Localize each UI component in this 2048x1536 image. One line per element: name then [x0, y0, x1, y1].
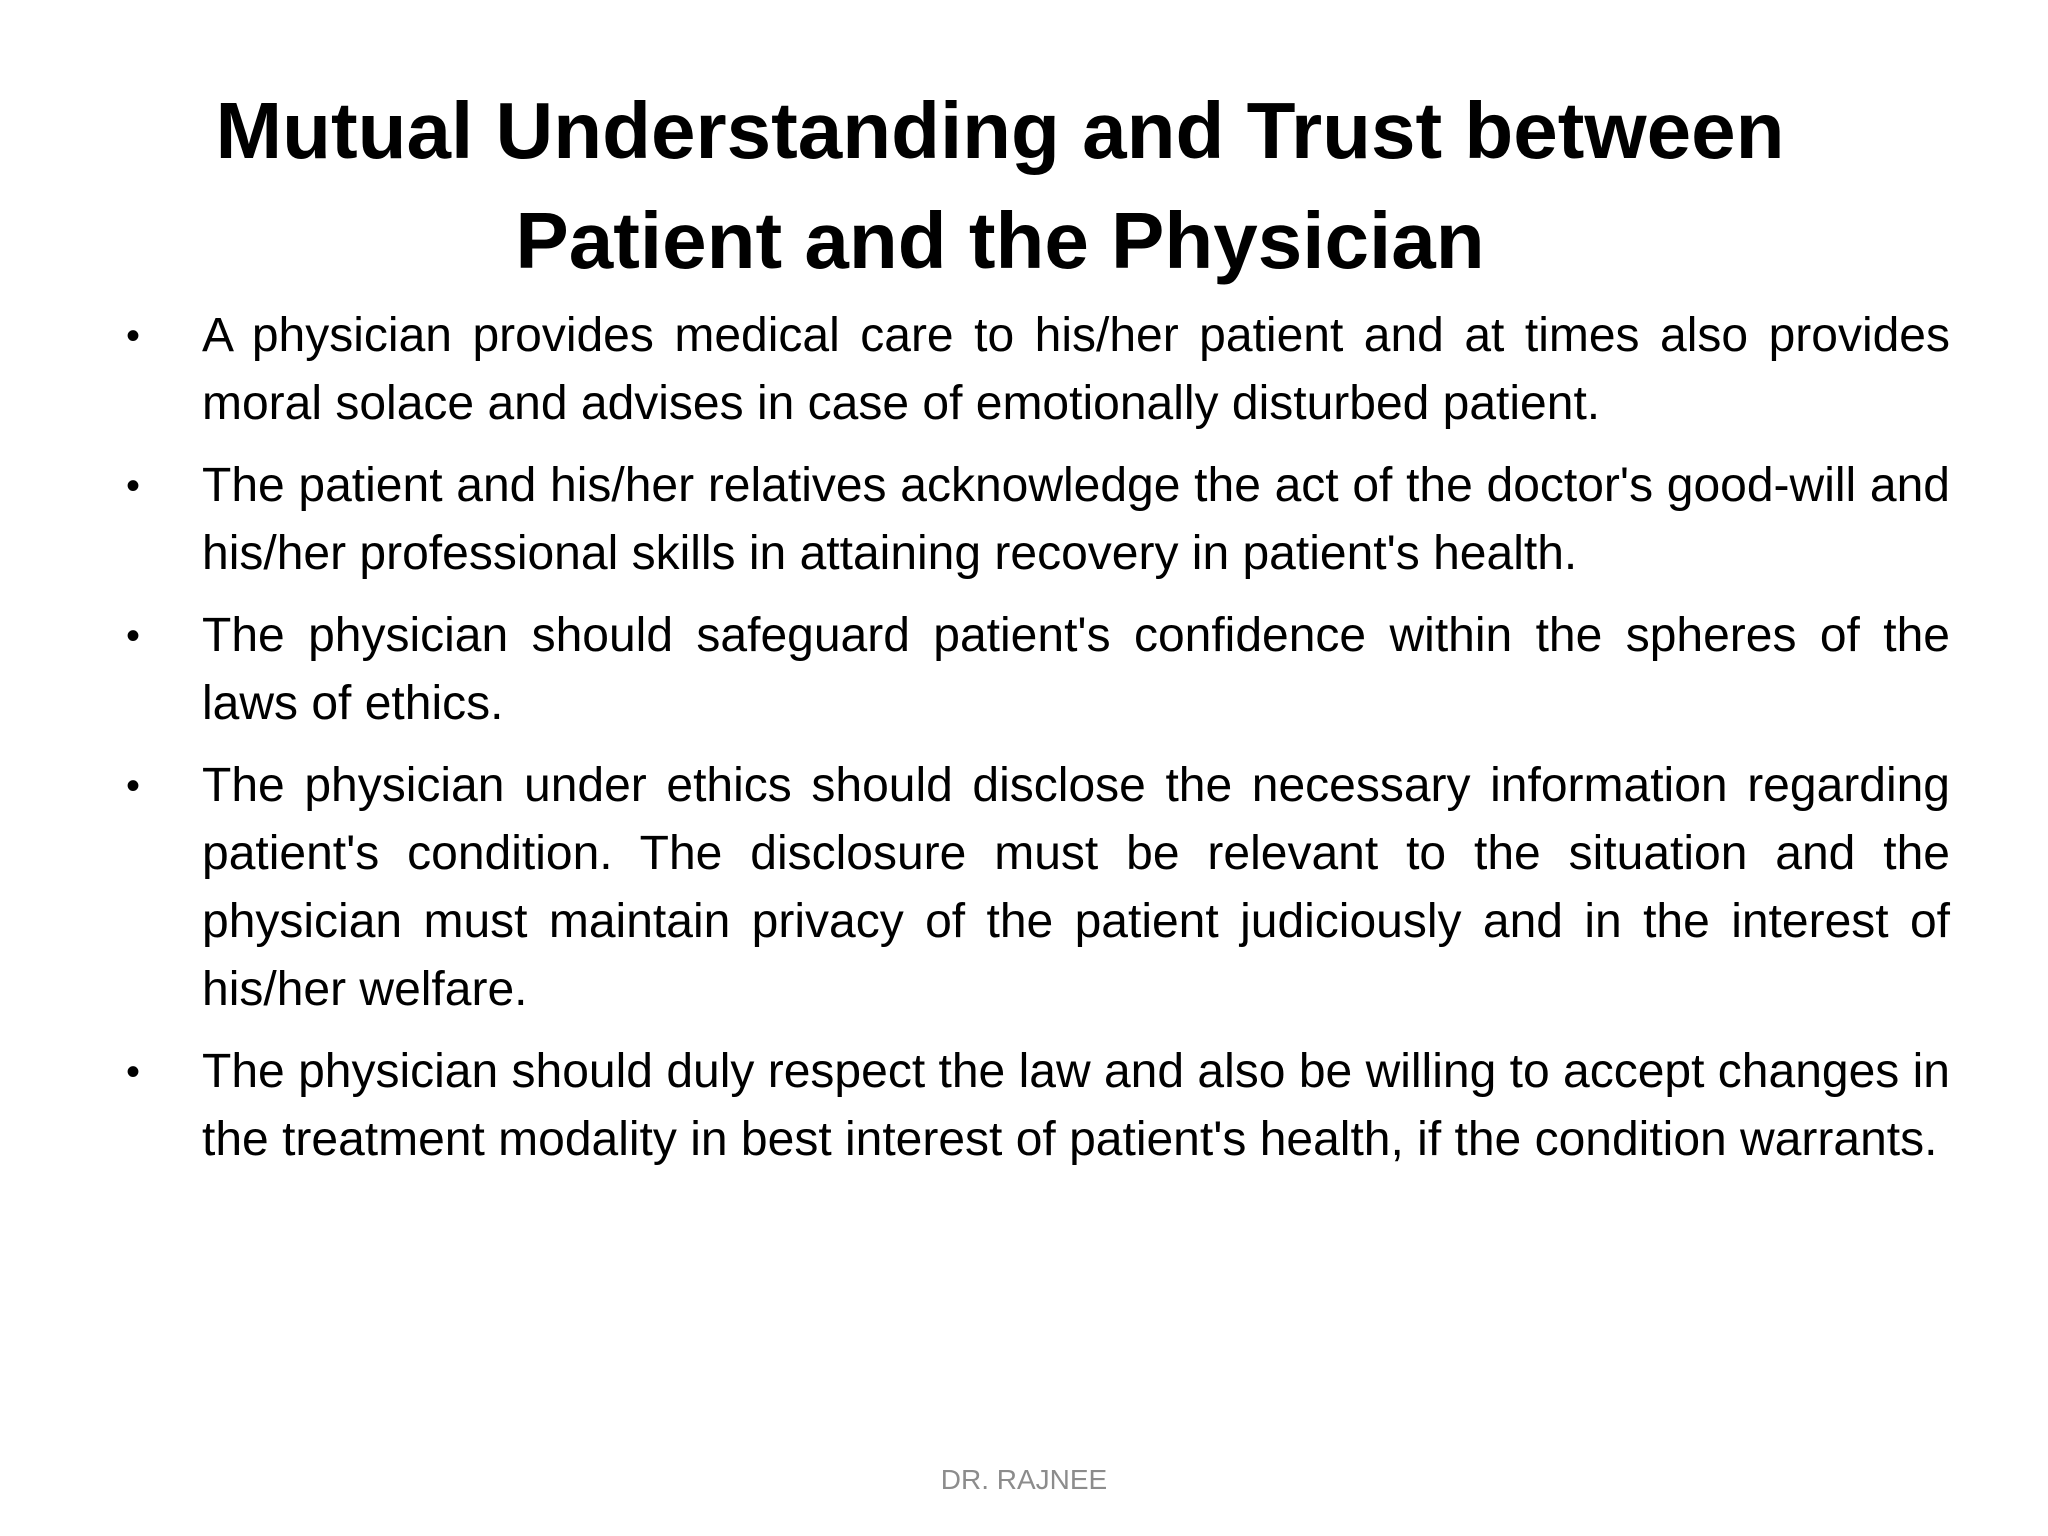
slide-title: [140, 76, 1860, 296]
bullet-text: The physician should safeguard patient's confidence within the spheres of the laws of ethics.: [202, 609, 1950, 730]
bullet-item-1: [120, 302, 1950, 438]
slide-title-line-2: Patient and the Physician: [515, 196, 1485, 285]
bullet-text: The physician under ethics should disclose the necessary information regarding patient's condition. The disclosure must be relevant to the situation and the physician must maintain privacy of the patient judiciously and in the interest of his/her welfare.: [202, 759, 1950, 1016]
bullet-item-5: [120, 1038, 1950, 1174]
bullet-dot-icon: •: [126, 1050, 141, 1094]
bullet-text: The physician should duly respect the law and also be willing to accept changes in the treatment modality in best interest of patient's health, if the condition warrants.: [202, 1045, 1950, 1166]
footer-author: DR. RAJNEE: [940, 1464, 1108, 1495]
bullet-text: The patient and his/her relatives acknowledge the act of the doctor's good-will and his/her professional skills in attaining recovery in patient's health.: [202, 459, 1950, 580]
bullet-dot-icon: •: [126, 314, 141, 358]
bullet-dot-icon: •: [126, 464, 141, 508]
bullet-item-3: [120, 602, 1950, 738]
bullet-list: [120, 302, 1950, 1188]
slide-title-line-1: Mutual Understanding and Trust between: [215, 86, 1785, 175]
bullet-dot-icon: •: [126, 764, 141, 808]
bullet-dot-icon: •: [126, 614, 141, 658]
bullet-item-4: [120, 752, 1950, 1024]
bullet-item-2: [120, 452, 1950, 588]
bullet-text: A physician provides medical care to his/her patient and at times also provides moral solace and advises in case of emotionally disturbed patient.: [202, 309, 1950, 430]
